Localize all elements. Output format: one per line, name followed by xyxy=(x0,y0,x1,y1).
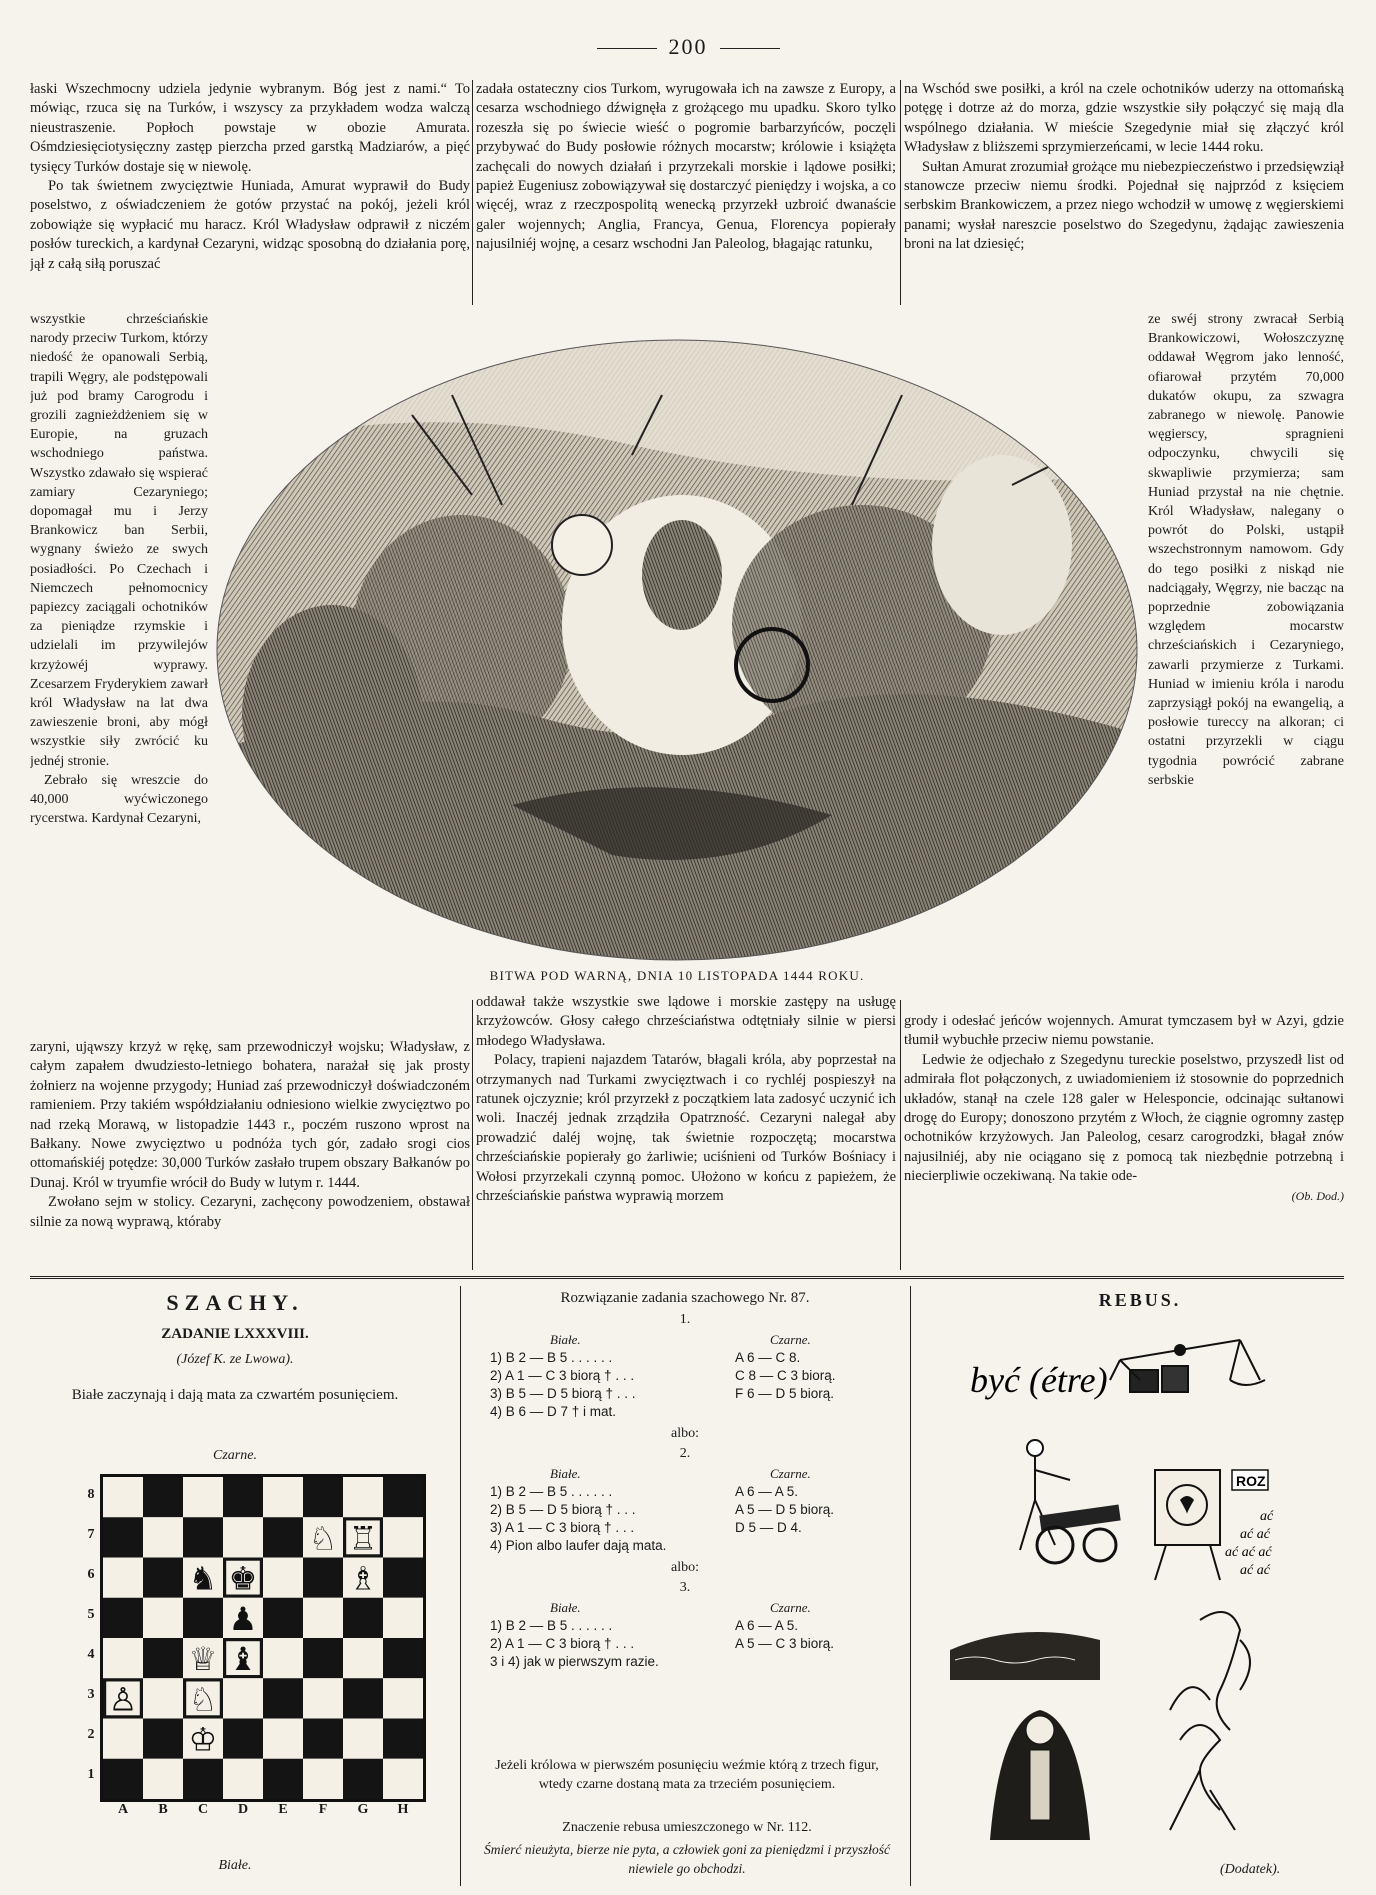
column-rule xyxy=(472,1000,473,1270)
board-square xyxy=(103,1477,143,1517)
death-figure xyxy=(990,1710,1090,1840)
board-square xyxy=(343,1759,383,1799)
variant-number: 2. xyxy=(679,1446,691,1461)
board-square xyxy=(383,1759,423,1799)
chess-piece xyxy=(229,1640,258,1678)
column-rule xyxy=(900,80,901,305)
black-move: A 6 — A 5. xyxy=(735,1484,799,1499)
article-column-3-bottom xyxy=(904,1012,1344,1268)
article-column-3-top xyxy=(904,80,1344,305)
rank-label: 8 xyxy=(87,1487,95,1502)
board-square xyxy=(383,1558,423,1598)
white-column-header: Białe. xyxy=(550,1466,581,1481)
board-square xyxy=(183,1759,223,1799)
board-square xyxy=(343,1477,383,1517)
board-square xyxy=(263,1759,303,1799)
board-square xyxy=(143,1517,183,1557)
sea-ship-icon xyxy=(950,1632,1100,1680)
white-move: 4) B 6 — D 7 † i mat. xyxy=(490,1404,617,1419)
white-move: 1) B 2 — B 5 . . . . . . xyxy=(490,1484,613,1499)
board-square xyxy=(223,1759,263,1799)
black-column-header: Czarne. xyxy=(770,1466,811,1481)
article-column-1-top xyxy=(30,80,470,305)
white-move: 2) A 1 — C 3 biorą † . . . xyxy=(490,1368,635,1383)
black-column-header: Czarne. xyxy=(770,1332,811,1347)
rebus-answer-title: Znaczenie rebusa umieszczonego w Nr. 112. xyxy=(562,1820,812,1835)
white-column-header: Białe. xyxy=(550,1600,581,1615)
board-square xyxy=(383,1678,423,1718)
paragraph: oddawał także wszystkie swe lądowe i morskie zastępy na usługę krzyżowców. Głosy całego chrześciaństwa odtętniały silnie w piersi młodego Władysława. xyxy=(476,994,896,1049)
chess-piece xyxy=(349,1519,378,1557)
board-square xyxy=(343,1719,383,1759)
article-column-right-narrow xyxy=(1148,310,1344,1010)
rebus-title: REBUS. xyxy=(1098,1290,1182,1310)
file-label: B xyxy=(158,1802,168,1817)
file-label: D xyxy=(237,1802,249,1817)
board-square xyxy=(223,1477,263,1517)
rebus-answer: Śmierć nieużyta, bierze nie pyta, a człowiek goni za pieniędzmi i przyszłość niewiele go obchodzi. xyxy=(483,1842,891,1876)
paragraph: zaryni, ująwszy krzyż w rękę, sam przewodniczył wojsku; Władysław, z całym zapałem dwudziesto-letniego bohatera, narażał się jak prosty żołnierz na wojenne przygody; Huniad zaś przewodniczył doświadczoném ramieniem. Przy takiém współdziałaniu odniesiono wielkie zwycięztwo po nad rzeką Morawą, w listopadzie 1443 r., poczém ruszono wprost na Bałkany. Nowe zwycięztwo u podnóża tych gór, zadało srogi cios ottomańskiéj potędze: 30,000 Turków zasłało trupem obszary Bałkanów po Dunaj. Król w tryumfie wrócił do Budy w lutym r. 1444. xyxy=(30,1039,470,1191)
paragraph: zadała ostateczny cios Turkom, wyrugowała ich na zawsze z Europy, a cesarza wschodniego dźwignęła z grożącego mu upadku. Skoro tylko rozeszła się po świecie wieść o pogromie barbarzyńców, poczęli przybywać do Budy posłowie różnych mocarstw; królowie i książęta zachęcali do nowych działań i przyrzekali morskie i lądowe posiłki; papież Eugeniusz zobowiązywał się dostarczyć pieniędzy i wojska, a co więcéj, wraz z rzeczpospolitą wenecką przyrzekł uzbroić dwanaście galer wojennych; Anglia, Francya, Genua, Florencya popierały najusilniéj wojnę, a cesarz wschodni Jan Paleolog, błagając ratunku, xyxy=(476,81,896,253)
rebus-footer: (Dodatek). xyxy=(1220,1862,1281,1877)
file-label: H xyxy=(397,1802,409,1817)
rank-label: 4 xyxy=(87,1647,95,1662)
white-move: 2) B 5 — D 5 biorą † . . . xyxy=(490,1502,636,1517)
rank-label: 2 xyxy=(87,1727,95,1742)
board-square xyxy=(183,1598,223,1638)
board-square xyxy=(223,1719,263,1759)
board-square xyxy=(103,1719,143,1759)
board-square xyxy=(143,1558,183,1598)
black-move: D 5 — D 4. xyxy=(735,1520,802,1535)
board-square xyxy=(303,1759,343,1799)
board-square xyxy=(223,1678,263,1718)
rebus-ac-text: ać ać xyxy=(1240,1563,1270,1578)
rank-label: 5 xyxy=(87,1607,95,1622)
board-square xyxy=(263,1678,303,1718)
paragraph: grody i odesłać jeńców wojennych. Amurat tymczasem był w Azyi, gdzie tłumił wybuchłe przeciw niemu powstanie. xyxy=(904,1013,1344,1049)
rebus-ac-text: ać ać ać xyxy=(1225,1545,1272,1560)
running-figures xyxy=(1170,1612,1250,1730)
board-square xyxy=(343,1678,383,1718)
section-divider xyxy=(30,1276,1344,1279)
white-move: 4) Pion albo laufer dają mata. xyxy=(490,1538,667,1553)
chess-piece xyxy=(109,1680,138,1718)
battle-of-varna-engraving xyxy=(212,335,1142,965)
black-move: A 6 — A 5. xyxy=(735,1618,799,1633)
chess-board xyxy=(100,1474,426,1802)
chess-piece xyxy=(309,1519,338,1557)
engraving-caption: BITWA POD WARNĄ, DNIA 10 LISTOPADA 1444 ROKU. xyxy=(489,968,865,983)
rebus-ac-text: ać xyxy=(1260,1509,1274,1524)
black-column-header: Czarne. xyxy=(770,1600,811,1615)
rank-label: 3 xyxy=(87,1687,95,1702)
white-side-label: Białe. xyxy=(218,1858,252,1873)
board-square xyxy=(383,1517,423,1557)
board-square xyxy=(263,1598,303,1638)
file-label: F xyxy=(318,1802,328,1817)
board-square xyxy=(303,1598,343,1638)
board-square xyxy=(223,1517,263,1557)
board-square xyxy=(263,1517,303,1557)
file-label: E xyxy=(278,1802,288,1817)
board-square xyxy=(143,1678,183,1718)
solution-note: Jeżeli królowa w pierwszém posunięciu weźmie którą z trzech figur, wtedy czarne dostaną mata za trzeciém posunięciem. xyxy=(495,1758,879,1792)
white-column-header: Białe. xyxy=(550,1332,581,1347)
board-square xyxy=(103,1598,143,1638)
white-move: 3) A 1 — C 3 biorą † . . . xyxy=(490,1520,635,1535)
board-square xyxy=(303,1719,343,1759)
rebus-handwriting: być (étre) xyxy=(970,1360,1108,1400)
board-square xyxy=(383,1719,423,1759)
board-square xyxy=(343,1598,383,1638)
variant-number: 3. xyxy=(679,1580,691,1595)
board-square xyxy=(103,1517,143,1557)
black-move: C 8 — C 3 biorą. xyxy=(735,1368,836,1383)
board-square xyxy=(263,1719,303,1759)
paragraph: łaski Wszechmocny udziela jedynie wybranym. Bóg jest z nami.“ To mówiąc, rzuca się na Turków, i wszyscy za przykładem wodza walczą nieustraszenie. Popłoch powstaje w obozie Amurata. Ośmdziesięciotysięczny zastęp pierzcha przed garstką Madziarów, a pięć tysięcy Turków dostaje się w niewolę. xyxy=(30,81,470,175)
board-square xyxy=(143,1719,183,1759)
article-column-2-top xyxy=(476,80,896,305)
skeleton-figure xyxy=(1170,1725,1235,1830)
board-square xyxy=(143,1759,183,1799)
chess-description: Białe zaczynają i dają mata za czwartém posunięciem. xyxy=(71,1387,399,1403)
white-move: 3) B 5 — D 5 biorą † . . . xyxy=(490,1386,636,1401)
board-square xyxy=(343,1638,383,1678)
chess-piece xyxy=(189,1560,218,1598)
albo-separator: albo: xyxy=(671,1560,699,1575)
scan-edge xyxy=(1356,1030,1372,1870)
black-move: A 5 — D 5 biorą. xyxy=(735,1502,835,1517)
chess-piece xyxy=(189,1680,218,1718)
board-square xyxy=(383,1477,423,1517)
board-square xyxy=(263,1638,303,1678)
board-square xyxy=(383,1638,423,1678)
chess-problem-number: ZADANIE LXXXVIII. xyxy=(161,1326,309,1342)
white-move: 1) B 2 — B 5 . . . . . . xyxy=(490,1618,613,1633)
paragraph: na Wschód swe posiłki, a król na czele ochotników uderzy na ottomańską potęgę i dotrze aż do morza, gdzie wszystkie siły połączyć się mają dla wspólnego działania. W mieście Szegedynie miał się złączyć król Władysław z bliższemi sprzymierzeńcami, w lecie 1444 roku. xyxy=(904,81,1344,156)
signature: (Ob. Dod.) xyxy=(1291,1188,1344,1203)
board-square xyxy=(103,1759,143,1799)
rank-label: 6 xyxy=(87,1567,95,1582)
chess-piece xyxy=(189,1721,218,1759)
article-column-1-bottom xyxy=(30,1038,470,1268)
article-column-2-bottom xyxy=(476,993,896,1268)
white-move: 3 i 4) jak w pierwszym razie. xyxy=(490,1654,659,1669)
board-square xyxy=(143,1638,183,1678)
chess-author: (Józef K. ze Lwowa). xyxy=(176,1352,294,1367)
target-icon xyxy=(1155,1470,1220,1580)
column-rule xyxy=(460,1286,461,1886)
board-square xyxy=(143,1598,183,1638)
rebus-ac-text: ać ać xyxy=(1240,1527,1270,1542)
board-square xyxy=(183,1477,223,1517)
column-rule xyxy=(472,80,473,305)
board-square xyxy=(303,1678,343,1718)
column-rule xyxy=(910,1286,911,1886)
black-move: F 6 — D 5 biorą. xyxy=(735,1386,835,1401)
white-move: 2) A 1 — C 3 biorą † . . . xyxy=(490,1636,635,1651)
albo-separator: albo: xyxy=(671,1426,699,1441)
chess-section-title: SZACHY. xyxy=(166,1290,304,1315)
paragraph: Ledwie że odjechało z Szegedynu tureckie poselstwo, przyszedł list od admirała flot połączonych, z uwiadomieniem iż stosownie do poprzednich układów, stanął na czele 128 galer w Helesponcie, odcinając sułtanowi drogę do Europy; donoszono przytém z Włoch, że ciągnie ogromny zastęp ochotników krzyżowych. Jan Paleolog, cesarz carogrodzki, błagał znów najusilniéj, aby nie ociągano się z pomocą tak niezbędnie potrzebną i niecierpliwie oczekiwaną. Na takie ode- xyxy=(904,1051,1344,1185)
column-rule xyxy=(900,1000,901,1270)
variant-number: 1. xyxy=(679,1312,691,1327)
file-label: A xyxy=(117,1802,129,1817)
paragraph: Zebrało się wreszcie do 40,000 wyćwiczonego rycerstwa. Kardynał Cezaryni, xyxy=(30,772,208,827)
board-square xyxy=(303,1477,343,1517)
rank-label: 7 xyxy=(87,1527,95,1542)
scales-icon xyxy=(1110,1340,1265,1392)
board-square xyxy=(383,1598,423,1638)
paragraph: Zwołano sejm w stolicy. Cezaryni, zachęcony powodzeniem, obstawał silnie za nową wyprawą, któraby xyxy=(30,1194,470,1230)
black-side-label: Czarne. xyxy=(213,1448,257,1463)
board-square xyxy=(263,1477,303,1517)
board-square xyxy=(143,1477,183,1517)
rank-label: 1 xyxy=(87,1767,95,1782)
board-square xyxy=(263,1558,303,1598)
page-number: 200 xyxy=(0,34,1376,60)
paragraph: ze swéj strony zwracał Serbią Brankowiczowi, Wołoszczyznę oddawał Węgrom jako lenność, ofiarował przytém 70,000 dukatów okupu, za szwagra zabranego w niewolę. Panowie węgierscy, spragnieni odpoczynku, chwycili się skwapliwie przymierza; sam Huniad przystał na nie chętnie. Król Władysław, nalegany o powrót do Polski, ustąpił wszechstronnym namowom. Gdy do tego posiłki z niskąd nie nadciągały, Węgrzy, nie bacząc na poprzednie zobowiązania względem mocarstw chrześciańskich i Cezaryniego, zawarli przymierze z Turkami. Huniad w imieniu króla i narodu zaprzysiągł pokój na ewangelią, a posłowie tureccy na alkoran; ci ostatni przyrzekli w ciągu tygodnia powrócić zabrane serbskie xyxy=(1148,312,1344,788)
paragraph: Sułtan Amurat zrozumiał grożące mu niebezpieczeństwo i przedsięwziął stanowcze przeciw niemu środki. Pojednał się najprzód z księciem serbskim Brankowiczem, a przez niego wchodził w umowę z węgierskiemi panami; wysłał nareszcie poselstwo do Szegedynu, żądając zawieszenia broni na lat dziesięć; xyxy=(904,158,1344,253)
paragraph: Po tak świetnem zwycięztwie Huniada, Amurat wyprawił do Budy poselstwo, z oświadczeniem że gotów przystać na pokój, jeżeli król zobowiąże się wypłacić mu haracz. Król Władysław odprawił z niczém posłów tureckich, a kardynał Cezaryni, widząc sposobną do działania porę, jął z całą siłą poruszać xyxy=(30,178,470,272)
black-move: A 5 — C 3 biorą. xyxy=(735,1636,835,1651)
chess-piece xyxy=(349,1560,378,1598)
rebus-sign: ROZ xyxy=(1236,1473,1266,1489)
archer-figure xyxy=(1020,1440,1070,1550)
board-square xyxy=(183,1517,223,1557)
paragraph: Polacy, trapieni najazdem Tatarów, błagali króla, aby poprzestał na otrzymanych nad Turkami zwycięztwach i co rychléj pospieszył na ratunek ojczyznie; król przyrzekł z początkiem lata zadosyć uczynić ich woli. Inaczéj jednak zrządziła Opatrzność. Cezaryni nalegał aby prowadzić daléj wojnę, tak świetnie rozpoczętą; mocarstwa chrześciańskie popierały go żarliwie; uciśnieni od Turków Bośniacy i Wołosi przyrzekali czynną pomoc. Ułożono w końcu z papieżem, że chrześciańskie państwa wyprawią morzem xyxy=(476,1052,896,1205)
chess-piece xyxy=(189,1640,218,1678)
file-label: G xyxy=(357,1802,369,1817)
board-square xyxy=(103,1638,143,1678)
white-move: 1) B 2 — B 5 . . . . . . xyxy=(490,1350,613,1365)
board-square xyxy=(103,1558,143,1598)
solution-title: Rozwiązanie zadania szachowego Nr. 87. xyxy=(560,1290,810,1306)
chess-piece xyxy=(229,1560,258,1598)
board-square xyxy=(303,1558,343,1598)
chess-piece xyxy=(229,1600,258,1638)
rebus-illustration xyxy=(940,1320,1340,1850)
file-label: C xyxy=(197,1802,209,1817)
paragraph: wszystkie chrześciańskie narody przeciw Turkom, którzy niedość że opanowali Serbią, trapili Węgry, ale podstępowali już pod bramy Carogrodu i grozili zagnieżdżeniem się w Europie, na gruzach wschodniego państwa. Wszystko zdawało się wspierać zamiary Cezaryniego; dopomagał mu i Jerzy Brankowicz ban Serbii, wygnany świeżo ze swych posiadłości. Po Czechach i Niemczech pełnomocnicy papiezcy zaciągali ochotników za pieniądze rzymskie i udzielali im przywilejów krzyżowéj wyprawy. Zcesarzem Fryderykiem zawarł król Władysław na lat dwa zawieszenie broni, aby mógł wszystkie siły zwrócić ku jednéj stronie. xyxy=(30,312,208,769)
board-square xyxy=(303,1638,343,1678)
black-move: A 6 — C 8. xyxy=(735,1350,801,1365)
